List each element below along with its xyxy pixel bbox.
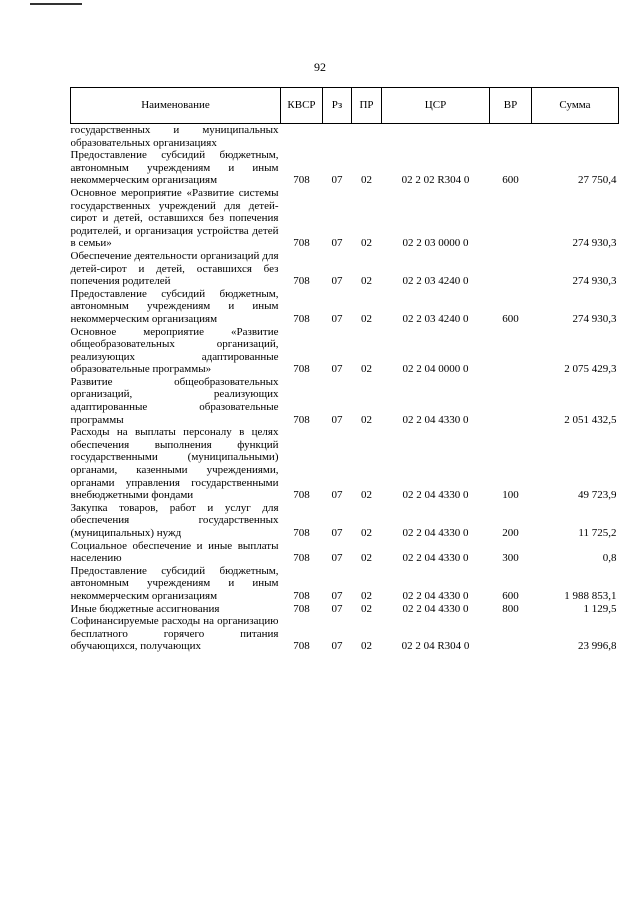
cell-csr: 02 2 04 4330 0: [402, 589, 469, 602]
cell-csr: 02 2 04 4330 0: [402, 552, 469, 565]
cell-csr: 02 2 04 R304 0: [401, 640, 470, 653]
table-row: [71, 540, 619, 565]
cell-rz: 07: [331, 363, 343, 376]
table-body: [71, 124, 619, 653]
cell-rz: 07: [331, 640, 343, 653]
cell-kvsr: 708: [293, 640, 310, 653]
cell-rz: 07: [331, 527, 343, 539]
cell-name: Предоставление субсидий бюджетным, автономным учреждениям и иным некоммерческим организациям: [70, 287, 279, 325]
cell-csr: 02 2 04 4330 0: [402, 527, 469, 539]
header-pr: ПР: [352, 88, 382, 124]
table-row: [71, 565, 619, 603]
cell-name: Закупка товаров, работ и услуг для обеспечения государственных (муниципальных) нужд: [70, 501, 279, 539]
cell-sum: 27 750,4: [578, 174, 617, 187]
table-row: [71, 288, 619, 326]
cell-sum: 274 930,3: [572, 237, 617, 250]
cell-sum: 23 996,8: [578, 640, 617, 653]
table-row: [71, 187, 619, 250]
cell-sum: 11 725,2: [578, 527, 617, 539]
cell-pr: 02: [361, 527, 372, 539]
cell-csr: 02 2 03 4240 0: [402, 312, 469, 325]
cell-pr: 02: [361, 275, 372, 288]
header-name: Наименование: [71, 88, 281, 124]
table-header-row: [71, 88, 619, 124]
table-row: [71, 124, 619, 150]
cell-vr: 800: [502, 602, 519, 615]
cell-kvsr: 708: [293, 237, 310, 250]
cell-vr: 600: [502, 312, 519, 325]
cell-rz: 07: [331, 413, 343, 426]
cell-name: государственных и муниципальных образовательных организациях: [70, 124, 279, 149]
cell-rz: 07: [331, 602, 343, 615]
cell-sum: 49 723,9: [578, 489, 617, 502]
cell-rz: 07: [331, 312, 343, 325]
cell-rz: 07: [331, 275, 343, 288]
cell-csr: 02 2 04 4330 0: [402, 413, 469, 426]
cell-rz: 07: [331, 589, 343, 602]
table-row: [71, 250, 619, 288]
cell-vr: 600: [502, 589, 519, 602]
cell-rz: [323, 124, 352, 150]
cell-pr: 02: [361, 552, 372, 565]
cell-csr: 02 2 04 0000 0: [402, 363, 469, 376]
cell-kvsr: 708: [293, 174, 310, 187]
header-kvsr: КВСР: [281, 88, 323, 124]
table-row: [71, 502, 619, 540]
cell-vr: 600: [502, 174, 519, 187]
cell-pr: 02: [361, 237, 372, 250]
cell-kvsr: 708: [293, 602, 310, 615]
cell-csr: 02 2 02 R304 0: [401, 174, 470, 187]
cell-name: Предоставление субсидий бюджетным, автономным учреждениям и иным некоммерческим организациям: [70, 564, 279, 602]
cell-sum: 2 051 432,5: [564, 413, 617, 426]
table-row: [71, 376, 619, 426]
cell-sum: 1 129,5: [583, 602, 617, 615]
cell-csr: [382, 124, 490, 150]
corner-mark: [30, 3, 82, 5]
cell-rz: 07: [331, 489, 343, 502]
cell-rz: 07: [331, 174, 343, 187]
budget-table: [70, 87, 619, 653]
cell-vr: 300: [502, 552, 519, 565]
cell-csr: 02 2 04 4330 0: [402, 489, 469, 502]
cell-sum: 0,8: [602, 552, 617, 565]
cell-kvsr: 708: [293, 363, 310, 376]
cell-rz: 07: [331, 552, 343, 565]
cell-kvsr: 708: [293, 527, 310, 539]
cell-csr: 02 2 03 4240 0: [402, 275, 469, 288]
cell-pr: 02: [361, 589, 372, 602]
cell-vr: [490, 615, 532, 653]
cell-sum: 1 988 853,1: [564, 589, 617, 602]
cell-name: Предоставление субсидий бюджетным, автономным учреждениям и иным некоммерческим организациям: [70, 149, 279, 187]
cell-pr: 02: [361, 363, 372, 376]
page-number: 92: [314, 60, 326, 74]
cell-vr: [490, 376, 532, 426]
cell-vr: [490, 187, 532, 250]
cell-name: Иные бюджетные ассигнования: [70, 602, 220, 615]
cell-vr: 200: [502, 527, 519, 539]
table-row: [71, 326, 619, 376]
cell-kvsr: [281, 124, 323, 150]
cell-name: Расходы на выплаты персоналу в целях обеспечения выполнения функций государственными (муниципальными) органами, казенными учреждениями, органами управления государственными внебюджетными фондами: [70, 426, 279, 502]
cell-name: Основное мероприятие «Развитие системы государственных учреждений для детей-сирот и детей, оставшихся без попечения родителей, и организация устройства детей в семьи»: [70, 186, 279, 250]
table-row: [71, 615, 619, 653]
cell-pr: 02: [361, 312, 372, 325]
cell-vr: 100: [502, 489, 519, 502]
cell-pr: 02: [361, 489, 372, 502]
table-row: [71, 149, 619, 187]
cell-kvsr: 708: [293, 275, 310, 288]
cell-csr: 02 2 04 4330 0: [402, 602, 469, 615]
header-csr: ЦСР: [382, 88, 490, 124]
cell-pr: 02: [361, 413, 372, 426]
cell-vr: [490, 250, 532, 288]
cell-kvsr: 708: [293, 589, 310, 602]
cell-name: Софинансируемые расходы на организацию бесплатного горячего питания обучающихся, получающих: [70, 615, 279, 653]
cell-name: Социальное обеспечение и иные выплаты населению: [70, 539, 279, 565]
cell-kvsr: 708: [293, 312, 310, 325]
table-row: [71, 426, 619, 502]
cell-sum: 274 930,3: [572, 275, 617, 288]
cell-kvsr: 708: [293, 413, 310, 426]
cell-rz: 07: [331, 237, 343, 250]
header-sum: Сумма: [532, 88, 619, 124]
header-rz: Рз: [323, 88, 352, 124]
cell-pr: 02: [361, 602, 372, 615]
cell-sum: 2 075 429,3: [564, 363, 617, 376]
cell-name: Обеспечение деятельности организаций для детей-сирот и детей, оставшихся без попечения родителей: [70, 249, 279, 288]
cell-kvsr: 708: [293, 552, 310, 565]
cell-vr: [490, 326, 532, 376]
cell-pr: 02: [361, 174, 372, 187]
cell-pr: [352, 124, 382, 150]
cell-name: Основное мероприятие «Развитие общеобразовательных организаций, реализующих адаптированные образовательные программы»: [70, 325, 279, 376]
cell-csr: 02 2 03 0000 0: [402, 237, 469, 250]
cell-kvsr: 708: [293, 489, 310, 502]
cell-sum: [532, 124, 619, 150]
cell-sum: 274 930,3: [572, 312, 617, 325]
cell-name: Развитие общеобразовательных организаций, реализующих адаптированные образовательные программы: [70, 375, 279, 426]
table-row: [71, 603, 619, 616]
header-vr: ВР: [490, 88, 532, 124]
cell-vr: [490, 124, 532, 150]
cell-pr: 02: [361, 640, 372, 653]
